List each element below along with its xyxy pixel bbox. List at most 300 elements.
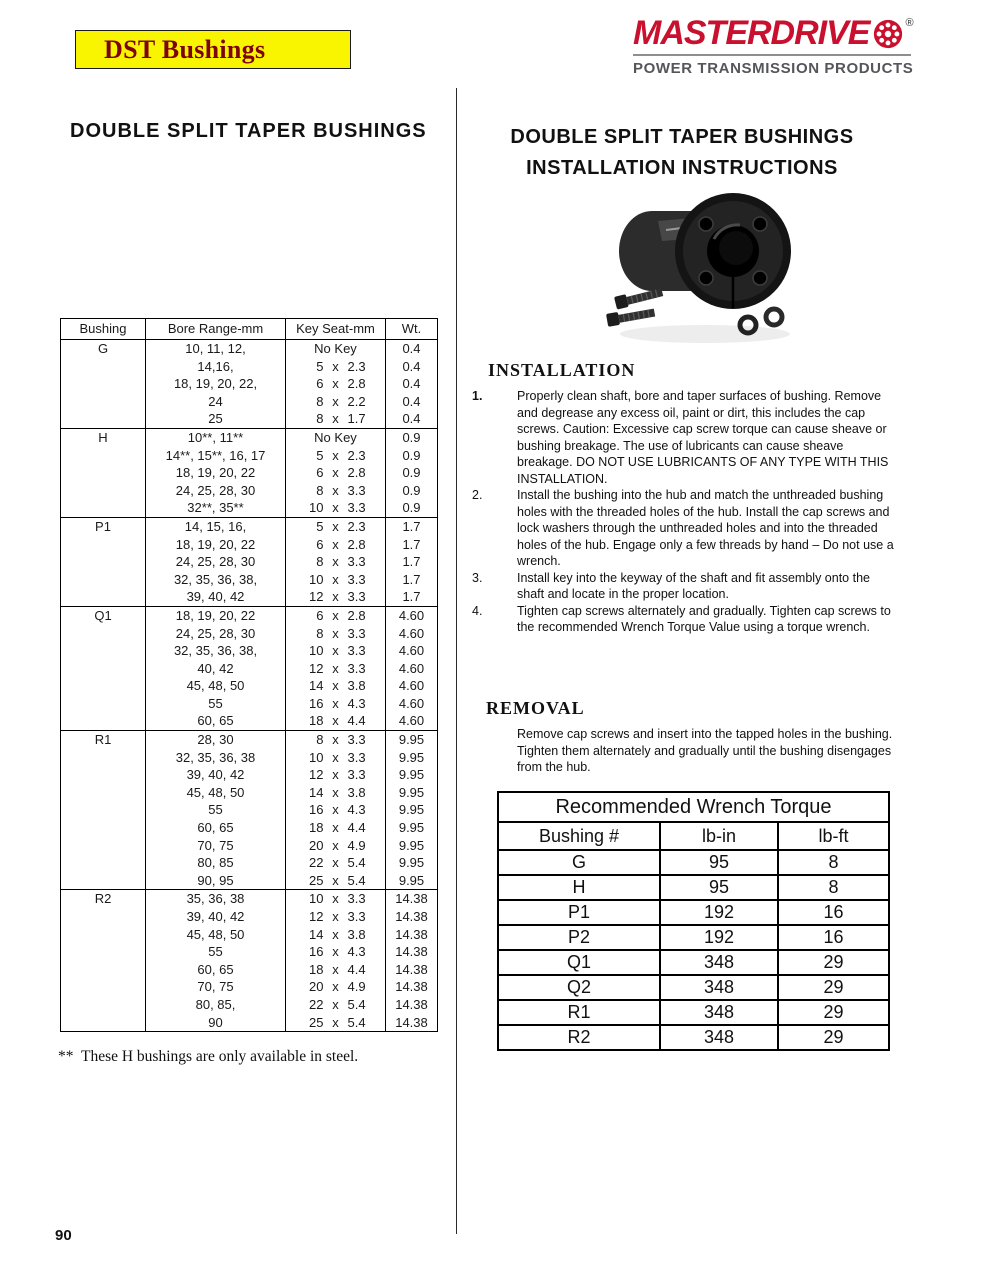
bushing-name-cell — [61, 854, 146, 872]
key-seat-value — [286, 801, 385, 819]
torque-title-row — [498, 792, 889, 822]
key-width: 8 — [316, 554, 324, 570]
bushing-row — [61, 393, 438, 411]
torque-cell: P1 — [498, 900, 660, 925]
key-seat-value — [286, 1014, 385, 1032]
torque-cell: H — [498, 875, 660, 900]
bushing-row — [61, 695, 438, 713]
bushing-row — [61, 428, 438, 446]
weight-cell: 9.95 — [386, 837, 438, 855]
key-depth: 3.3 — [347, 554, 366, 570]
key-times: x — [332, 855, 339, 871]
bushing-name-cell — [61, 766, 146, 784]
key-width: 16 — [309, 802, 324, 818]
bushing-spec-table — [60, 318, 438, 1032]
bushing-row — [61, 996, 438, 1014]
key-times: x — [332, 607, 339, 623]
key-times: x — [332, 820, 339, 836]
key-seat-value — [286, 660, 385, 678]
step-number: 4. — [472, 603, 483, 618]
key-depth: 5.4 — [347, 1014, 366, 1030]
key-depth: 2.3 — [347, 447, 366, 463]
installation-step — [472, 570, 896, 603]
key-seat-value — [286, 926, 385, 944]
torque-row — [498, 975, 889, 1000]
bushing-name-cell — [61, 1014, 146, 1032]
bushing-name-cell — [61, 926, 146, 944]
key-width: 10 — [309, 571, 324, 587]
key-width: 5 — [316, 518, 324, 534]
key-seat-cell — [286, 571, 386, 589]
key-seat-cell — [286, 393, 386, 411]
key-times: x — [332, 376, 339, 392]
torque-row — [498, 850, 889, 875]
key-depth: 2.3 — [347, 518, 366, 534]
key-seat-value — [286, 536, 385, 554]
key-times: x — [332, 749, 339, 765]
key-seat-cell — [286, 819, 386, 837]
key-times: x — [332, 961, 339, 977]
key-times: x — [332, 554, 339, 570]
key-width: 12 — [309, 660, 324, 676]
key-seat-cell — [286, 854, 386, 872]
key-times: x — [332, 643, 339, 659]
key-width: 20 — [309, 979, 324, 995]
key-depth: 3.8 — [347, 784, 366, 800]
key-depth: 4.4 — [347, 820, 366, 836]
step-number: 2. — [472, 488, 483, 502]
key-seat-cell — [286, 926, 386, 944]
key-width: 20 — [309, 837, 324, 853]
key-seat-cell — [286, 625, 386, 643]
weight-cell: 9.95 — [386, 872, 438, 890]
key-seat-cell — [286, 677, 386, 695]
key-seat-value — [286, 464, 385, 482]
key-seat-cell — [286, 749, 386, 767]
bore-range-cell: 90, 95 — [146, 872, 286, 890]
key-times: x — [332, 767, 339, 783]
key-depth: 2.8 — [347, 376, 366, 392]
weight-cell: 14.38 — [386, 908, 438, 926]
key-times: x — [332, 571, 339, 587]
key-seat-value — [286, 978, 385, 996]
bushing-name-cell — [61, 499, 146, 517]
bushing-name-cell: R1 — [61, 731, 146, 749]
key-width: 5 — [316, 358, 324, 374]
bushing-row — [61, 801, 438, 819]
bore-range-cell: 90 — [146, 1014, 286, 1032]
column-divider — [456, 88, 457, 1234]
bushing-name-cell — [61, 749, 146, 767]
key-times: x — [332, 979, 339, 995]
key-seat-value — [286, 588, 385, 606]
key-seat-cell: No Key — [286, 428, 386, 446]
key-seat-value — [286, 837, 385, 855]
key-seat-value — [286, 358, 385, 376]
weight-cell: 0.9 — [386, 464, 438, 482]
bushing-row — [61, 482, 438, 500]
bushing-name-cell — [61, 908, 146, 926]
key-width: 18 — [309, 820, 324, 836]
key-depth: 3.3 — [347, 732, 366, 748]
bore-range-cell: 45, 48, 50 — [146, 784, 286, 802]
bore-range-cell: 60, 65 — [146, 819, 286, 837]
weight-cell: 0.9 — [386, 428, 438, 446]
bushing-name-cell — [61, 375, 146, 393]
weight-cell: 9.95 — [386, 731, 438, 749]
weight-cell: 0.9 — [386, 482, 438, 500]
bushing-row — [61, 536, 438, 554]
bushing-row — [61, 872, 438, 890]
key-width: 18 — [309, 961, 324, 977]
bushing-name-cell: Q1 — [61, 606, 146, 624]
weight-cell: 1.7 — [386, 536, 438, 554]
bore-range-cell: 25 — [146, 410, 286, 428]
key-seat-cell — [286, 588, 386, 606]
torque-cell: P2 — [498, 925, 660, 950]
torque-cell: 16 — [778, 925, 889, 950]
key-width: 8 — [316, 732, 324, 748]
bore-range-cell: 39, 40, 42 — [146, 588, 286, 606]
key-depth: 5.4 — [347, 996, 366, 1012]
torque-table — [497, 791, 890, 1051]
key-width: 14 — [309, 926, 324, 942]
bore-range-cell: 80, 85 — [146, 854, 286, 872]
key-times: x — [332, 891, 339, 907]
key-seat-cell — [286, 660, 386, 678]
bushing-row — [61, 499, 438, 517]
bushing-table-header-row — [61, 319, 438, 340]
col-header-key-seat: Key Seat-mm — [286, 319, 386, 340]
weight-cell: 0.9 — [386, 499, 438, 517]
key-times: x — [332, 695, 339, 711]
key-times: x — [332, 909, 339, 924]
bushing-name-cell — [61, 819, 146, 837]
bushing-row — [61, 660, 438, 678]
bushing-row — [61, 517, 438, 535]
torque-cell: 348 — [660, 1000, 778, 1025]
key-times: x — [332, 500, 339, 516]
key-seat-cell — [286, 872, 386, 890]
key-times: x — [332, 678, 339, 694]
torque-cell: 192 — [660, 925, 778, 950]
col-header-weight: Wt. — [386, 319, 438, 340]
bushing-name-cell — [61, 712, 146, 730]
bushing-name-cell — [61, 961, 146, 979]
key-seat-value — [286, 749, 385, 767]
bushing-row — [61, 606, 438, 624]
key-seat-cell — [286, 358, 386, 376]
weight-cell: 9.95 — [386, 749, 438, 767]
torque-row — [498, 925, 889, 950]
torque-cell: 8 — [778, 875, 889, 900]
key-times: x — [332, 713, 339, 729]
bore-range-cell: 18, 19, 20, 22 — [146, 536, 286, 554]
bore-range-cell: 39, 40, 42 — [146, 908, 286, 926]
bushing-row — [61, 677, 438, 695]
bushing-name-cell — [61, 837, 146, 855]
bushing-row — [61, 926, 438, 944]
bushing-name-cell — [61, 996, 146, 1014]
torque-cell: Q1 — [498, 950, 660, 975]
bushing-name-cell — [61, 553, 146, 571]
key-width: 25 — [309, 872, 324, 888]
torque-cell: 29 — [778, 1000, 889, 1025]
bushing-row — [61, 819, 438, 837]
bushing-row — [61, 447, 438, 465]
key-width: 12 — [309, 767, 324, 783]
key-seat-value — [286, 375, 385, 393]
brand-line — [633, 14, 914, 53]
key-seat-cell — [286, 464, 386, 482]
removal-text: Remove cap screws and insert into the tapped holes in the bushing. Tighten them alternately and gradually until the bushing disengages from the hub. — [517, 727, 893, 774]
torque-cell: 29 — [778, 950, 889, 975]
key-seat-cell — [286, 890, 386, 908]
key-seat-cell — [286, 553, 386, 571]
weight-cell: 14.38 — [386, 926, 438, 944]
key-seat-value — [286, 766, 385, 784]
key-times: x — [332, 944, 339, 960]
key-seat-value — [286, 499, 385, 517]
bore-range-cell: 32, 35, 36, 38, — [146, 642, 286, 660]
key-depth: 4.4 — [347, 961, 366, 977]
bushing-photo-graphic — [600, 185, 805, 350]
bushing-name-cell — [61, 660, 146, 678]
bushing-row — [61, 837, 438, 855]
key-times: x — [332, 872, 339, 888]
key-width: 10 — [309, 749, 324, 765]
bushing-row — [61, 358, 438, 376]
key-seat-value — [286, 447, 385, 465]
bore-range-cell: 70, 75 — [146, 837, 286, 855]
bushing-row — [61, 642, 438, 660]
weight-cell: 14.38 — [386, 1014, 438, 1032]
weight-cell: 0.4 — [386, 358, 438, 376]
key-times: x — [332, 393, 339, 409]
bushing-name-cell — [61, 801, 146, 819]
torque-row — [498, 950, 889, 975]
key-times: x — [332, 625, 339, 641]
key-depth: 3.8 — [347, 926, 366, 942]
bore-range-cell: 14**, 15**, 16, 17 — [146, 447, 286, 465]
torque-row — [498, 1000, 889, 1025]
weight-cell: 9.95 — [386, 784, 438, 802]
key-depth: 4.9 — [347, 837, 366, 853]
bore-range-cell: 55 — [146, 943, 286, 961]
bushing-row — [61, 712, 438, 730]
weight-cell: 4.60 — [386, 642, 438, 660]
page-title-banner — [75, 30, 351, 69]
key-seat-value — [286, 393, 385, 411]
bore-range-cell: 60, 65 — [146, 712, 286, 730]
key-width: 6 — [316, 607, 324, 623]
page-number: 90 — [55, 1227, 72, 1244]
bushing-name-cell — [61, 978, 146, 996]
weight-cell: 1.7 — [386, 517, 438, 535]
key-times: x — [332, 465, 339, 481]
key-times: x — [332, 482, 339, 498]
key-depth: 1.7 — [347, 411, 366, 427]
torque-col-lbin: lb-in — [660, 822, 778, 850]
brand-tagline: POWER TRANSMISSION PRODUCTS — [633, 60, 914, 77]
bushing-row — [61, 731, 438, 749]
key-depth: 2.2 — [347, 393, 366, 409]
key-seat-value — [286, 943, 385, 961]
bushing-name-cell — [61, 695, 146, 713]
installation-heading: INSTALLATION — [488, 360, 636, 380]
installation-step — [472, 603, 896, 636]
gear-icon — [872, 18, 904, 50]
key-width: 22 — [309, 855, 324, 871]
key-seat-cell — [286, 943, 386, 961]
torque-cell: 8 — [778, 850, 889, 875]
torque-cell: G — [498, 850, 660, 875]
key-width: 14 — [309, 784, 324, 800]
weight-cell: 14.38 — [386, 978, 438, 996]
bushing-row — [61, 943, 438, 961]
torque-col-lbft: lb-ft — [778, 822, 889, 850]
key-width: 22 — [309, 996, 324, 1012]
bushing-row — [61, 749, 438, 767]
bushing-name-cell — [61, 872, 146, 890]
key-times: x — [332, 732, 339, 748]
key-width: 12 — [309, 589, 324, 605]
weight-cell: 9.95 — [386, 801, 438, 819]
bore-range-cell: 32**, 35** — [146, 499, 286, 517]
key-seat-value — [286, 996, 385, 1014]
key-depth: 2.3 — [347, 358, 366, 374]
key-width: 8 — [316, 411, 324, 427]
key-depth: 4.3 — [347, 695, 366, 711]
key-width: 25 — [309, 1014, 324, 1030]
key-seat-value — [286, 695, 385, 713]
bushing-row — [61, 978, 438, 996]
bushing-name-cell — [61, 784, 146, 802]
key-seat-cell — [286, 447, 386, 465]
bushing-row — [61, 784, 438, 802]
weight-cell: 4.60 — [386, 625, 438, 643]
key-width: 10 — [309, 891, 324, 907]
key-seat-cell — [286, 837, 386, 855]
bushing-row — [61, 961, 438, 979]
key-seat-value — [286, 961, 385, 979]
bore-range-cell: 24, 25, 28, 30 — [146, 625, 286, 643]
torque-cell: Q2 — [498, 975, 660, 1000]
key-seat-value — [286, 677, 385, 695]
bushing-name-cell: G — [61, 340, 146, 358]
bushing-row — [61, 410, 438, 428]
weight-cell: 14.38 — [386, 943, 438, 961]
key-depth: 3.3 — [347, 909, 366, 924]
key-seat-cell — [286, 606, 386, 624]
key-depth: 3.3 — [347, 625, 366, 641]
left-section-title: DOUBLE SPLIT TAPER BUSHINGS — [70, 120, 427, 142]
torque-row — [498, 1025, 889, 1050]
step-number: 3. — [472, 570, 483, 585]
key-seat-value — [286, 890, 385, 908]
footnote: ** These H bushings are only available in steel. — [58, 1048, 359, 1065]
bore-range-cell: 39, 40, 42 — [146, 766, 286, 784]
bore-range-cell: 55 — [146, 695, 286, 713]
key-depth: 3.3 — [347, 767, 366, 783]
key-width: 5 — [316, 447, 324, 463]
bore-range-cell: 70, 75 — [146, 978, 286, 996]
step-text: Tighten cap screws alternately and gradually. Tighten cap screws to the recommended Wrench Torque Value using a torque wrench. — [517, 603, 891, 634]
weight-cell: 4.60 — [386, 677, 438, 695]
key-times: x — [332, 926, 339, 942]
key-depth: 5.4 — [347, 872, 366, 888]
brand-name: MASTERDRIVE — [633, 14, 870, 52]
bushing-row — [61, 340, 438, 358]
key-times: x — [332, 589, 339, 605]
weight-cell: 0.9 — [386, 447, 438, 465]
page-title: DST Bushings — [104, 34, 266, 64]
bushing-name-cell — [61, 482, 146, 500]
key-seat-value — [286, 819, 385, 837]
key-width: 16 — [309, 695, 324, 711]
key-seat-value — [286, 553, 385, 571]
key-seat-value — [286, 518, 385, 536]
bore-range-cell: 40, 42 — [146, 660, 286, 678]
torque-cell: R1 — [498, 1000, 660, 1025]
bore-range-cell: 80, 85, — [146, 996, 286, 1014]
installation-steps — [472, 388, 896, 636]
bushing-row — [61, 375, 438, 393]
bushing-row — [61, 1014, 438, 1032]
bore-range-cell: 14, 15, 16, — [146, 517, 286, 535]
weight-cell: 9.95 — [386, 854, 438, 872]
key-seat-cell — [286, 996, 386, 1014]
key-depth: 3.3 — [347, 749, 366, 765]
key-seat-value — [286, 625, 385, 643]
key-width: 10 — [309, 500, 324, 516]
bushing-row — [61, 766, 438, 784]
key-depth: 2.8 — [347, 536, 366, 552]
key-seat-cell — [286, 961, 386, 979]
col-header-bushing: Bushing — [61, 319, 146, 340]
key-depth: 3.3 — [347, 891, 366, 907]
removal-heading: REMOVAL — [486, 698, 585, 718]
torque-cell: 348 — [660, 975, 778, 1000]
key-width: 6 — [316, 376, 324, 392]
key-times: x — [332, 660, 339, 676]
key-seat-cell: No Key — [286, 340, 386, 358]
weight-cell: 0.4 — [386, 340, 438, 358]
right-title-line2: INSTALLATION INSTRUCTIONS — [526, 157, 838, 179]
torque-table-title: Recommended Wrench Torque — [498, 792, 889, 822]
bushing-product-photo — [600, 185, 805, 350]
right-title-line1: DOUBLE SPLIT TAPER BUSHINGS — [510, 126, 854, 148]
weight-cell: 0.4 — [386, 393, 438, 411]
key-depth: 4.3 — [347, 802, 366, 818]
key-depth: 4.9 — [347, 979, 366, 995]
bushing-name-cell — [61, 536, 146, 554]
key-seat-cell — [286, 375, 386, 393]
bore-range-cell: 32, 35, 36, 38 — [146, 749, 286, 767]
key-seat-cell — [286, 517, 386, 535]
key-seat-cell — [286, 731, 386, 749]
weight-cell: 0.4 — [386, 410, 438, 428]
bushing-name-cell: H — [61, 428, 146, 446]
key-width: 8 — [316, 393, 324, 409]
torque-cell: 95 — [660, 850, 778, 875]
bore-range-cell: 18, 19, 20, 22, — [146, 375, 286, 393]
installation-step — [472, 388, 896, 487]
key-seat-cell — [286, 482, 386, 500]
key-seat-cell — [286, 410, 386, 428]
key-seat-cell — [286, 908, 386, 926]
key-seat-cell — [286, 801, 386, 819]
